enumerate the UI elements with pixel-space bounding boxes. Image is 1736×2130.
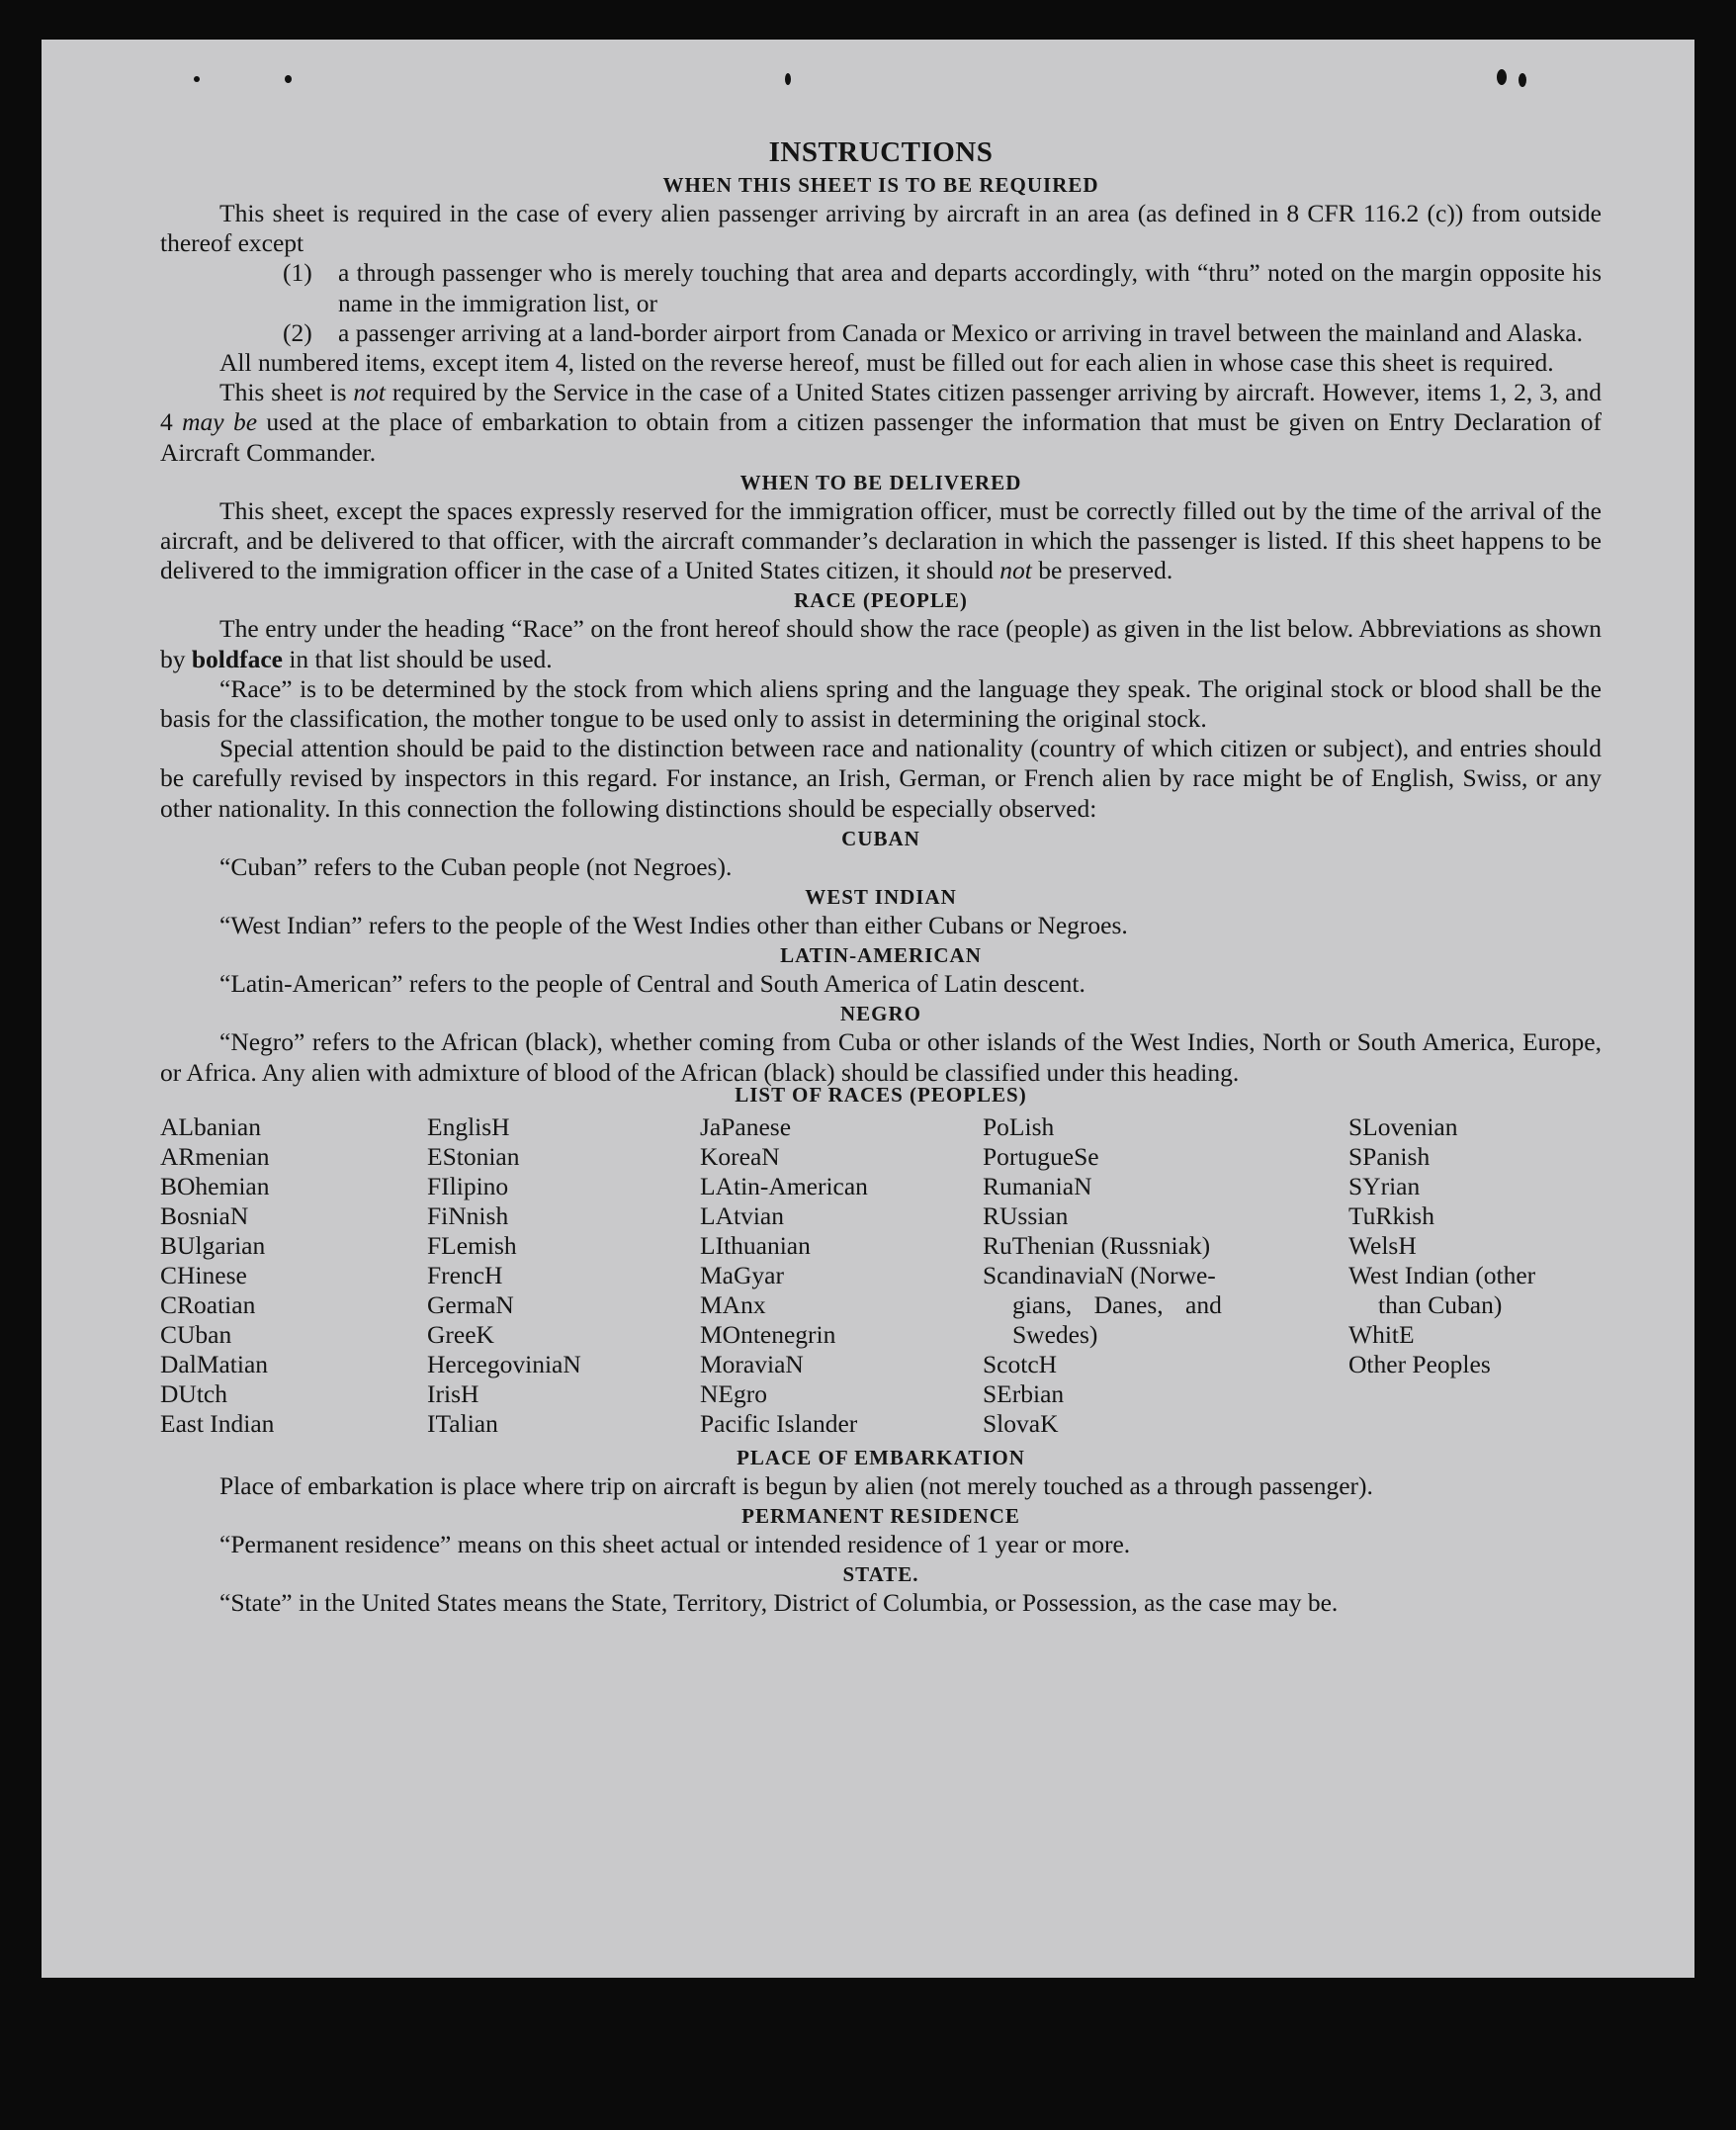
delivered-text: This sheet, except the spaces expressly reserved for the immigration officer, must be correctly filled out by the time of the arrival of the aircraft, and be delivered to that officer, with the aircraft commander’s declaration in which the passenger is listed. If this sheet happens to be delivered to the immigration officer in the case of a United States citizen, it should not be preserved.: [160, 495, 1602, 585]
race-entry: ALbanian: [160, 1111, 261, 1141]
race-entry: GreeK: [427, 1319, 494, 1349]
exception-text: a through passenger who is merely touching that area and departs accordingly, with “thru” noted on the margin opposite his name in the immigration list, or: [338, 258, 1602, 317]
race-entry: ARmenian: [160, 1141, 270, 1171]
race-entry: BUlgarian: [160, 1230, 266, 1260]
races-list-heading: LIST OF RACES (PEOPLES): [735, 1082, 1027, 1107]
race-entry-text: The entry under the heading “Race” on the front hereof should show the race (people) as given in the list below. Abbreviations as shown by boldface in that list should be used.: [160, 614, 1602, 673]
race-entry: HercegoviniaN: [427, 1349, 581, 1378]
race-entry: East Indian: [160, 1408, 275, 1438]
section-heading-required: WHEN THIS SHEET IS TO BE REQUIRED: [662, 173, 1099, 197]
race-entry: SLovenian: [1348, 1111, 1458, 1141]
state-text: “State” in the United States means the State, Territory, District of Columbia, or Possession, as the case may be.: [219, 1588, 1339, 1618]
section-heading-cuban: CUBAN: [841, 826, 920, 850]
race-definition-text: “Race” is to be determined by the stock from which aliens spring and the language they speak. The original stock or blood shall be the basis for the classification, the mother tongue to be used only to assist in determining the original stock.: [160, 673, 1602, 734]
race-entry: EnglisH: [427, 1111, 510, 1141]
exception-number: (1): [283, 258, 312, 288]
page-title: INSTRUCTIONS: [768, 136, 994, 168]
required-intro: This sheet is required in the case of every alien passenger arriving by aircraft in an area (as defined in 8 CFR 116.2 (c)) from outside thereof except: [160, 199, 1602, 258]
race-entry: RumaniaN: [983, 1171, 1092, 1200]
race-entry: WhitE: [1348, 1319, 1415, 1349]
section-heading-delivered: WHEN TO BE DELIVERED: [739, 470, 1022, 494]
race-entry: IrisH: [427, 1378, 479, 1408]
race-entry: GermaN: [427, 1289, 514, 1319]
race-entry: SYrian: [1348, 1171, 1421, 1200]
race-entry: MoraviaN: [700, 1349, 804, 1378]
races-column-4: [983, 1112, 1348, 1439]
race-entry: PortugueSe: [983, 1141, 1099, 1171]
required-numbered-items-note: All numbered items, except item 4, listed on the reverse hereof, must be filled out for each alien in whose case this sheet is required.: [219, 348, 1554, 378]
section-heading-race: RACE (PEOPLE): [794, 588, 968, 613]
races-column-1: [160, 1112, 427, 1439]
residence-text: “Permanent residence” means on this sheet actual or intended residence of 1 year or more.: [219, 1530, 1131, 1559]
scan-speck: [285, 75, 292, 83]
section-heading-embarkation: PLACE OF EMBARKATION: [737, 1445, 1025, 1469]
exception-item: [283, 318, 1602, 348]
section-heading-state: STATE.: [842, 1562, 919, 1587]
instructions-content: [160, 134, 1602, 1618]
section-heading-latin-american: LATIN-AMERICAN: [780, 943, 982, 968]
race-entry: MaGyar: [700, 1260, 784, 1289]
race-entry: JaPanese: [700, 1111, 792, 1141]
scan-speck: [1519, 73, 1526, 87]
race-entry: West Indian (other: [1348, 1260, 1536, 1289]
exception-item: [283, 258, 1602, 317]
race-entry: LIthuanian: [700, 1230, 811, 1260]
race-entry: CHinese: [160, 1260, 247, 1289]
race-entry: DUtch: [160, 1378, 227, 1408]
race-entry: BOhemian: [160, 1171, 270, 1200]
race-entry: CUban: [160, 1319, 232, 1349]
race-entry: FLemish: [427, 1230, 517, 1260]
race-entry: NEgro: [700, 1378, 767, 1408]
race-entry: DalMatian: [160, 1349, 269, 1378]
races-list: [160, 1112, 1602, 1439]
race-entry: RUssian: [983, 1200, 1069, 1230]
race-entry: PoLish: [983, 1111, 1055, 1141]
race-entry: LAtvian: [700, 1200, 784, 1230]
race-entry: EStonian: [427, 1141, 520, 1171]
required-citizen-note: This sheet is not required by the Service in the case of a United States citizen passenger arriving by aircraft. However, items 1, 2, 3, and 4 may be used at the place of embarkation to obtain from a citizen passenger the information that must be given on Entry Declaration of Aircraft Commander.: [160, 378, 1602, 467]
race-entry: LAtin-American: [700, 1171, 868, 1200]
race-entry: Other Peoples: [1348, 1349, 1491, 1378]
scan-speck: [194, 76, 200, 82]
race-entry: Pacific Islander: [700, 1408, 858, 1438]
race-entry: FrencH: [427, 1260, 503, 1289]
races-column-2: [427, 1112, 700, 1439]
race-entry: WelsH: [1348, 1230, 1417, 1260]
race-nationality-text: Special attention should be paid to the distinction between race and nationality (country of which citizen or subject), and entries should be carefully revised by inspectors in this regard. For instance, an Irish, German, or French alien by race might be of English, Swiss, or any other nationality. In this connection the following distinctions should be especially observed:: [160, 734, 1602, 823]
races-column-3: [700, 1112, 983, 1439]
race-entry: TuRkish: [1348, 1200, 1434, 1230]
exception-text: a passenger arriving at a land-border airport from Canada or Mexico or arriving in travel between the mainland and Alaska.: [338, 317, 1583, 347]
race-entry: KoreaN: [700, 1141, 780, 1171]
race-entry: SPanish: [1348, 1141, 1431, 1171]
race-entry: MOntenegrin: [700, 1319, 836, 1349]
section-heading-negro: NEGRO: [839, 1002, 921, 1026]
section-heading-residence: PERMANENT RESIDENCE: [741, 1504, 1020, 1529]
race-entry-continued: gians, Danes, and: [1012, 1289, 1222, 1319]
race-entry: ScandinaviaN (Norwe-: [983, 1260, 1216, 1289]
race-entry: ScotcH: [983, 1349, 1058, 1378]
race-entry: FiNnish: [427, 1200, 509, 1230]
race-entry: CRoatian: [160, 1289, 256, 1319]
races-column-5: [1348, 1112, 1602, 1439]
race-entry: FIlipino: [427, 1171, 509, 1200]
negro-text: “Negro” refers to the African (black), whether coming from Cuba or other islands of the West Indies, North or South America, Europe, or Africa. Any alien with admixture of blood of the African (black) should be classified under this heading.: [160, 1027, 1602, 1087]
embarkation-text: Place of embarkation is place where trip on aircraft is begun by alien (not merely touched as a through passenger).: [219, 1470, 1373, 1500]
race-entry-continued: than Cuban): [1378, 1289, 1503, 1319]
scan-speck: [785, 73, 791, 85]
latin-american-text: “Latin-American” refers to the people of Central and South America of Latin descent.: [219, 969, 1085, 999]
race-entry: ITalian: [427, 1408, 498, 1438]
scan-speck: [1497, 69, 1507, 85]
race-entry: SlovaK: [983, 1408, 1059, 1438]
race-entry: MAnx: [700, 1289, 766, 1319]
section-heading-west-indian: WEST INDIAN: [805, 885, 957, 910]
race-entry: RuThenian (Russniak): [983, 1230, 1211, 1260]
cuban-text: “Cuban” refers to the Cuban people (not Negroes).: [219, 851, 733, 881]
race-entry: SErbian: [983, 1378, 1065, 1408]
race-entry-continued: Swedes): [1012, 1319, 1098, 1349]
race-entry: BosniaN: [160, 1200, 249, 1230]
exception-number: (2): [283, 317, 312, 347]
document-sheet: [42, 40, 1694, 1978]
west-indian-text: “West Indian” refers to the people of the West Indies other than either Cubans or Negroes.: [219, 911, 1128, 940]
